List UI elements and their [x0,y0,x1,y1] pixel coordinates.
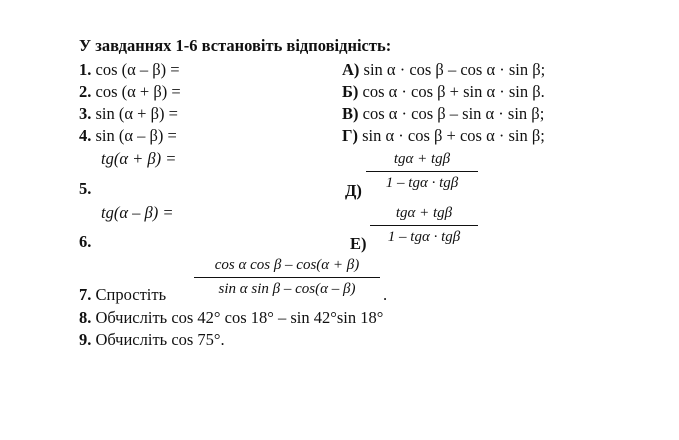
task-expression: sin (α + β) = [95,104,178,123]
task-number: 7. [79,285,92,304]
option-g [342,128,545,145]
task-number: 4. [79,126,92,145]
task-1 [79,62,180,79]
heading: У завданнях 1-6 встановіть відповідність: [79,36,392,55]
task-number: 3. [79,104,92,123]
option-letter: В) [342,104,359,123]
task-7 [79,287,166,304]
task-3 [79,106,178,123]
option-d-letter: Д) [345,181,362,200]
option-e-letter: Е) [350,234,367,253]
option-letter: Б) [342,82,359,101]
fraction-numerator: tgα + tgβ [393,151,451,167]
task-number: 9. [79,330,92,349]
task-4 [79,128,177,145]
task-6-number: 6. [79,232,92,251]
fraction-denominator: 1 – tgα · tgβ [385,175,459,191]
task-7-fraction [194,257,380,298]
task-5-expression: tg(α + β) = [101,149,177,168]
task-6-expression: tg(α – β) = [101,203,174,222]
task-2 [79,84,181,101]
task-number: 1. [79,60,92,79]
fraction-denominator: 1 – tgα · tgβ [387,229,461,245]
option-b [342,84,545,101]
task-9 [79,332,225,349]
option-a [342,62,545,79]
task-8 [79,310,383,327]
fraction-denominator: sin α sin β – cos(α – β) [218,281,356,297]
option-d-fraction [366,151,478,192]
task-text: Обчисліть cos 75°. [95,330,225,349]
fraction-numerator: tgα + tgβ [395,205,453,221]
task-text: Обчисліть cos 42° cos 18° – sin 42°sin 18° [95,308,384,327]
fraction-numerator: cos α cos β – cos(α + β) [214,257,360,273]
option-e-fraction [370,205,478,246]
option-letter: Г) [342,126,358,145]
task-number: 2. [79,82,92,101]
task-expression: cos (α – β) = [95,60,180,79]
task-5-number: 5. [79,179,92,198]
option-letter: А) [342,60,360,79]
task-expression: sin (α – β) = [95,126,177,145]
option-expression: cos α · cos β + sin α · sin β. [362,82,545,101]
option-expression: sin α · cos β + cos α · sin β; [362,126,545,145]
option-v [342,106,544,123]
task-expression: cos (α + β) = [95,82,181,101]
option-expression: sin α · cos β – cos α · sin β; [363,60,546,79]
task-7-end: . [383,285,388,304]
task-label: Спростіть [95,285,167,304]
task-number: 8. [79,308,92,327]
option-expression: cos α · cos β – sin α · sin β; [362,104,545,123]
